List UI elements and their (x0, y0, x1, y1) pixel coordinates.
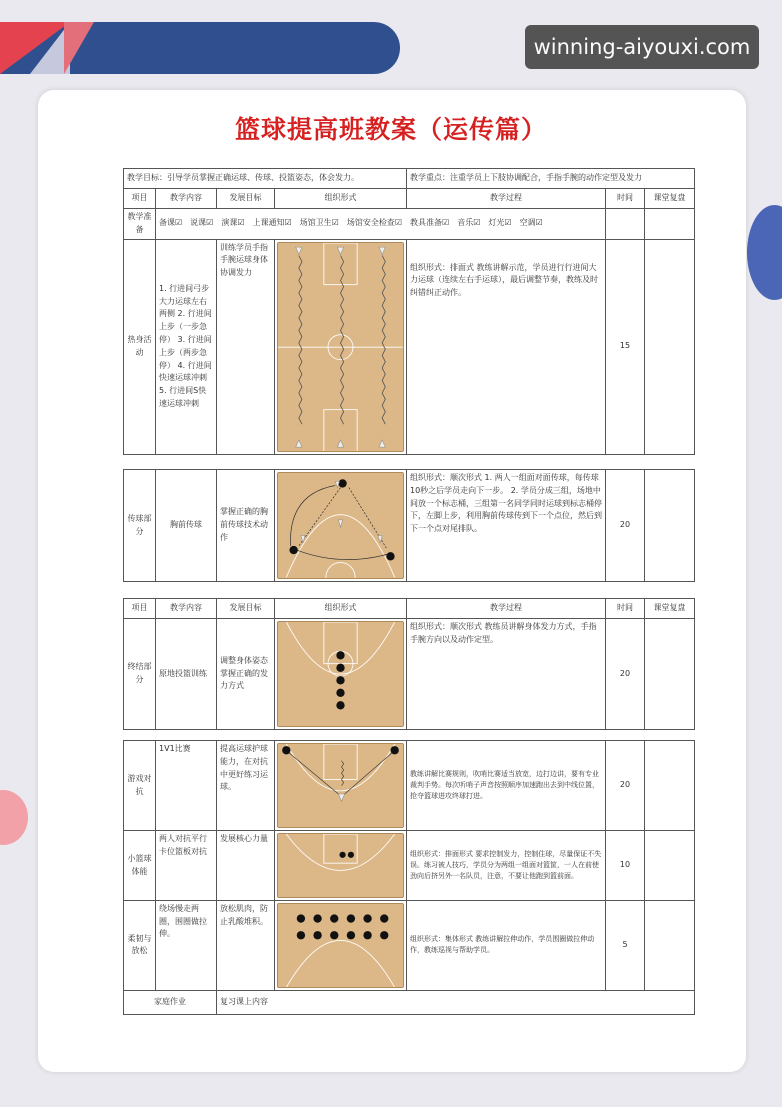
teaching-key: 教学重点：注重学员上下肢协调配合，手指手腕的动作定型及发力 (407, 169, 695, 189)
page-title: 篮球提高班教案（运传篇） (234, 115, 547, 144)
final-header-time: 时间 (606, 599, 645, 619)
passing-process: 组织形式：顺次形式 1. 两人一组面对面传球，每传球10秒之后学员走向下一步。 2. 学员分成三组，场地中间放一个标志桶，三组第一名同学同时运球到标志桶停下，左脚上步，利用胸前传球传到下一个点位，然后到下一个点对尾排队。 (407, 470, 606, 582)
passing-section: 传球部分 (124, 470, 156, 582)
header-banner (0, 22, 400, 74)
prep-checklist: 备课☑ 说课☑ 演课☑ 上课通知☑ 场馆卫生☑ 场馆安全检查☑ 教具准备☑ 音乐☑ 灯光☑ 空调☑ (156, 209, 606, 240)
fitness-time: 10 (606, 831, 645, 901)
header-goal: 发展目标 (217, 189, 275, 209)
passing-table (123, 469, 695, 582)
passing-content: 胸前传球 (156, 470, 217, 582)
stretch-court-diagram (277, 903, 404, 988)
games-table (123, 740, 695, 1015)
watermark: winning-aiyouxi.com (525, 25, 759, 69)
game-section: 游戏对抗 (124, 741, 156, 831)
final-header-process: 教学过程 (407, 599, 606, 619)
warmup-time: 15 (606, 239, 645, 454)
decor-circle-blue (747, 205, 782, 300)
final-header-goal: 发展目标 (217, 599, 275, 619)
header-project: 项目 (124, 189, 156, 209)
final-court-diagram (277, 621, 404, 727)
banner-pink-shape (64, 22, 94, 74)
header-time: 时间 (606, 189, 645, 209)
passing-court-diagram (277, 472, 404, 578)
header-review: 课堂复盘 (645, 189, 695, 209)
fitness-process: 组织形式：排面形式 要求控制发力，控制住球，尽量保证不失误。练习被人技巧，学员分为两组一组面对篮筐，一人在前使劲向后挤另外一名队员，注意，不要让他跑到篮前面。 (407, 831, 606, 901)
stretch-process: 组织形式：集体形式 教练讲解拉伸动作，学员围圈做拉伸动作，教练巡视与帮助学员。 (407, 900, 606, 990)
homework-value: 复习课上内容 (217, 991, 695, 1015)
final-header-project: 项目 (124, 599, 156, 619)
final-time: 20 (606, 619, 645, 730)
fitness-goal: 发展核心力量 (217, 831, 275, 901)
fitness-content: 两人对抗平行卡位篮板对抗 (156, 831, 217, 901)
game-time: 20 (606, 741, 645, 831)
final-process: 组织形式：顺次形式 教练员讲解身体发力方式，手指手腕方向以及动作定型。 (407, 619, 606, 730)
final-header-review: 课堂复盘 (645, 599, 695, 619)
decor-circle-pink (0, 790, 28, 845)
warmup-section: 热身活动 (124, 239, 156, 454)
fitness-section: 小篮球体能 (124, 831, 156, 901)
header-organization: 组织形式 (275, 189, 407, 209)
final-header-content: 教学内容 (156, 599, 217, 619)
game-process: 教练讲解比赛规则，吹哨比赛适当放宽，边打边讲，要有专业裁判手势。每次听哨子声音按照顺序加速跑出去到中线位置，抢夺篮球进攻终球打进。 (407, 741, 606, 831)
stretch-goal: 放松肌肉，防止乳酸堆积。 (217, 900, 275, 990)
stretch-content: 绕场慢走两圈，围圈做拉伸。 (156, 900, 217, 990)
warmup-goal: 训练学员手指手腕运球身体协调发力 (217, 239, 275, 454)
prep-label: 教学准备 (124, 209, 156, 240)
game-court-diagram (277, 743, 404, 828)
warmup-table (123, 168, 695, 455)
homework-label: 家庭作业 (124, 991, 217, 1015)
fitness-court-diagram (277, 833, 404, 898)
stretch-time: 5 (606, 900, 645, 990)
warmup-court-diagram (277, 242, 404, 452)
final-section: 终结部分 (124, 619, 156, 730)
header-process: 教学过程 (407, 189, 606, 209)
final-content: 原地投篮训练 (156, 619, 217, 730)
final-goal: 调整身体姿态掌握正确的发力方式 (217, 619, 275, 730)
warmup-process: 组织形式：排面式 教练讲解示范，学员进行行进间大力运球（连续左右手运球），最后调整节奏，教练及时纠错纠正动作。 (407, 239, 606, 454)
passing-time: 20 (606, 470, 645, 582)
teaching-goal: 教学目标：引导学员掌握正确运球、传球、投篮姿态，体会发力。 (124, 169, 407, 189)
game-content: 1V1比赛 (156, 741, 217, 831)
game-goal: 提高运球护球能力，在对抗中更好练习运球。 (217, 741, 275, 831)
final-table (123, 598, 695, 730)
header-content: 教学内容 (156, 189, 217, 209)
stretch-section: 柔韧与放松 (124, 900, 156, 990)
passing-goal: 掌握正确的胸前传球技术动作 (217, 470, 275, 582)
warmup-content: 1. 行进间弓步大力运球左右两侧 2. 行进间上步（一步急停） 3. 行进间上步（两步急停） 4. 行进间快速运球冲刺 5. 行进间S快速运球冲刺 (156, 239, 217, 454)
final-header-organization: 组织形式 (275, 599, 407, 619)
